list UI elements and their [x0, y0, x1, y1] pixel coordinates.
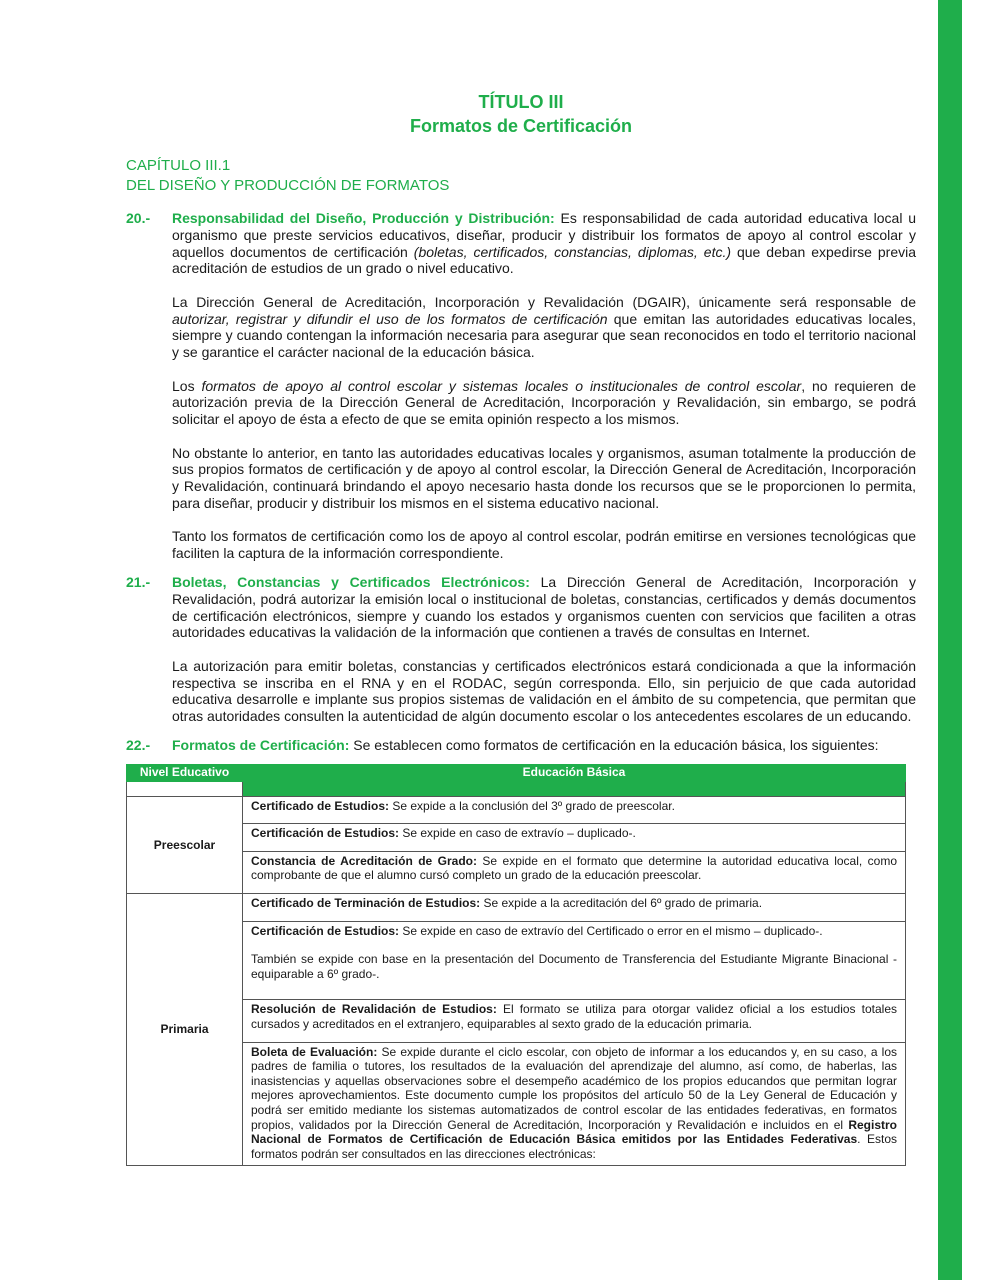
table-row	[127, 824, 906, 852]
table-cell	[243, 894, 906, 922]
spacer	[251, 981, 897, 995]
format-name: Certificado de Terminación de Estudios:	[251, 896, 481, 911]
article-paragraph: Tanto los formatos de certificación como los de apoyo al control escolar, podrán emitirse en versiones tecnológicas que faciliten la captura de la información correspondiente.	[172, 528, 916, 562]
italic-text: (boletas, certificados, constancias, diplomas, etc.)	[413, 243, 732, 260]
table-row	[127, 894, 906, 922]
table-row	[127, 1000, 906, 1042]
article-heading: Responsabilidad del Diseño, Producción y Distribución:	[172, 210, 555, 226]
format-description: Se expide en caso de extravío – duplicado-.	[399, 826, 636, 841]
article-heading: Formatos de Certificación:	[172, 736, 350, 753]
format-description: . Estos formatos podrán ser consultados en las direcciones electrónicas:	[251, 1132, 898, 1161]
table-cell	[243, 824, 906, 852]
chapter-number: CAPÍTULO III.1	[126, 157, 231, 174]
chapter-heading	[126, 156, 916, 196]
table-row	[127, 921, 906, 1000]
format-name: Boleta de Evaluación:	[251, 1044, 378, 1059]
page-edge-accent-bar	[938, 0, 962, 1280]
spacer	[251, 841, 897, 847]
text: La Dirección General de Acreditación, Incorporación y Revalidación (DGAIR), únicamente será responsable de	[172, 293, 916, 310]
article-number: 21.-	[126, 573, 151, 590]
article-20	[126, 210, 916, 562]
format-description-extra: También se expide con base en la presentación del Documento de Transferencia del Estudiante Migrante Binacional -equiparable a 6º grado-.	[251, 952, 897, 981]
article-21	[126, 574, 916, 725]
document-page	[126, 90, 916, 1166]
italic-text: autorizar, registrar y difundir el uso de los formatos de certificación	[172, 310, 608, 327]
title-block	[126, 90, 916, 138]
registry-name: Registro Nacional de Formatos de Certificación de Educación Básica emitidos por las Entidades Federativas	[251, 1117, 897, 1147]
text: que emitan las autoridades educativas locales, siempre y cuando contengan la información necesaria para asegurar que sean reconocidos en todo el territorio nacional y se garantice el carácter nacional de la educación básica.	[172, 310, 917, 361]
article-paragraph	[172, 294, 916, 361]
italic-text: formatos de apoyo al control escolar y sistemas locales o institucionales de control escolar	[201, 377, 802, 394]
spacer-cell	[243, 781, 906, 796]
article-number: 22.-	[126, 736, 151, 753]
text: La Dirección General de Acreditación, Incorporación y Revalidación, podrá autorizar la emisión local o institucional de boletas, constancias, certificados y demás documentos de certificación electrónicos, siempre y cuando los estados y organismos cuenten con servicios que faciliten a otras autoridades educativas la validación de la información que contienen a través de consultas en Internet.	[172, 573, 917, 641]
table-header-row	[127, 764, 906, 781]
format-name: Certificación de Estudios:	[251, 923, 400, 938]
header-nivel-educativo: Nivel Educativo	[127, 764, 243, 781]
format-description: El formato se utiliza para otorgar validez oficial a los estudios totales cursados y acreditados en el extranjero, equiparables al sexto grado de la educación primaria.	[251, 1002, 897, 1032]
format-description: Se expide en el formato que determine la autoridad educativa local, como comprobante de que el alumno cursó completo un grado de la educación preescolar.	[251, 853, 898, 883]
table-cell	[243, 1042, 906, 1166]
article-paragraph	[172, 737, 916, 754]
table-cell	[243, 1000, 906, 1042]
article-number: 20.-	[126, 210, 151, 226]
spacer-cell	[127, 781, 243, 796]
format-name: Certificación de Estudios:	[251, 826, 400, 841]
format-description: Se expide durante el ciclo escolar, con objeto de informar a los educandos y, en su caso, a los padres de familia o tutores, los resultados de la evaluación del aprendizaje del alumno, así como, de haberlas, las inasistencias y aquellas observaciones sobre el desempeño académico de los propios educandos que permitan lograr mejores aprovechamientos. Este documento cumple los propósitos del artículo 50 de la Ley General de Educación y podrá ser emitido mediante los sistemas automatizados de control escolar de las entidades federativas, en formatos propios, validados por la Dirección General de Acreditación, Incorporación y Revalidación e incluidos en el	[251, 1044, 897, 1132]
format-name: Certificado de Estudios:	[251, 798, 390, 813]
article-paragraph	[172, 378, 916, 428]
table-row	[127, 796, 906, 824]
article-heading: Boletas, Constancias y Certificados Electrónicos:	[172, 573, 530, 590]
table-cell	[243, 796, 906, 824]
article-paragraph	[172, 574, 916, 641]
text: , no requieren de autorización previa de la Dirección General de Acreditación, Incorporación y Revalidación, sin embargo, se podrá solicitar el apoyo de ésta a efecto de que se emita opinión respecto a los mismos.	[172, 377, 917, 428]
certification-formats-table	[126, 764, 906, 1167]
table-cell	[243, 921, 906, 1000]
table-row	[127, 851, 906, 893]
spacer	[251, 813, 897, 819]
spacer	[251, 938, 897, 952]
table-cell	[243, 851, 906, 893]
text: que deban expedirse previa acreditación de estudios de un grado o nivel educativo.	[172, 243, 917, 277]
format-description: Se expide a la acreditación del 6º grado de primaria.	[480, 896, 763, 911]
format-name: Resolución de Revalidación de Estudios:	[251, 1002, 497, 1017]
level-preescolar: Preescolar	[127, 796, 243, 893]
title-line-2: Formatos de Certificación	[409, 116, 633, 136]
format-name: Constancia de Acreditación de Grado:	[251, 853, 477, 868]
spacer	[251, 883, 897, 889]
text: Se establecen como formatos de certificación en la educación básica, los siguientes:	[349, 736, 879, 753]
spacer	[251, 911, 897, 917]
spacer	[251, 1032, 897, 1038]
level-primaria: Primaria	[127, 894, 243, 1166]
format-description: Se expide en caso de extravío del Certificado o error en el mismo – duplicado-.	[399, 923, 823, 938]
article-paragraph	[172, 210, 916, 277]
table-row	[127, 1042, 906, 1166]
title-line-1: TÍTULO III	[478, 92, 564, 112]
text: Es responsabilidad de cada autoridad educativa local u organismo que preste servicios educativos, diseñar, producir y distribuir los formatos de apoyo al control escolar y aquellos documentos de certificación	[172, 210, 916, 260]
article-paragraph: No obstante lo anterior, en tanto las autoridades educativas locales y organismos, asuman totalmente la producción de sus propios formatos de certificación y de apoyo al control escolar, la Dirección General de Acreditación, Incorporación y Revalidación, continuará brindando el apoyo necesario hasta donde los recursos que se le proporcionen lo permita, para diseñar, producir y distribuir los mismos en el sistema educativo nacional.	[172, 444, 916, 511]
header-educacion-basica: Educación Básica	[243, 764, 906, 781]
text: Los	[172, 377, 202, 394]
format-description: Se expide a la conclusión del 3º grado de preescolar.	[389, 798, 675, 813]
table-header-spacer-row	[127, 781, 906, 796]
article-22	[126, 737, 916, 754]
chapter-title: DEL DISEÑO Y PRODUCCIÓN DE FORMATOS	[126, 177, 450, 194]
article-paragraph: La autorización para emitir boletas, constancias y certificados electrónicos estará condicionada a que la información respectiva se inscriba en el RNA y en el RODAC, según corresponda. Ello, sin perjuicio de que cada autoridad educativa desarrolle e implante sus propios sistemas de validación en el ámbito de su competencia, que permitan que otras autoridades consulten la autenticidad de algún documento escolar o los antecedentes escolares de un educando.	[172, 657, 916, 725]
